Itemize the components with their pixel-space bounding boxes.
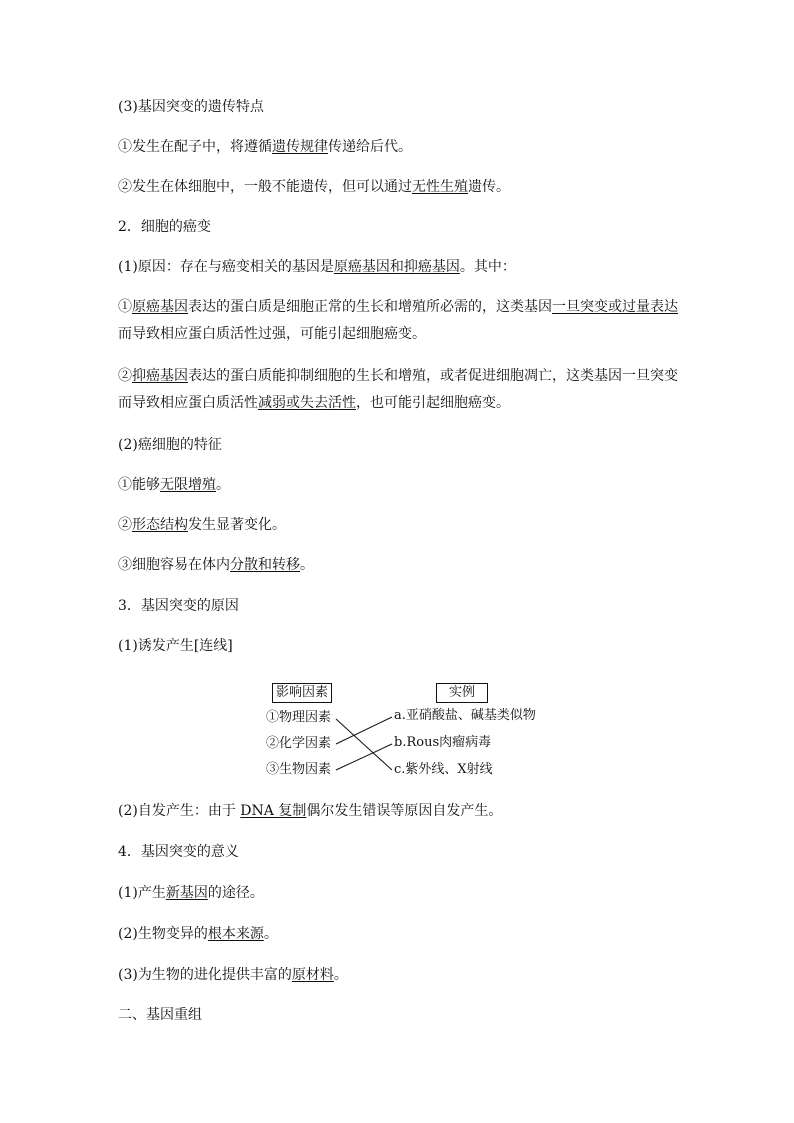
line-10 <box>118 436 222 454</box>
text: (1)诱发产生[连线] <box>118 638 233 654</box>
text: 。 <box>216 477 230 493</box>
text: ① <box>118 299 132 315</box>
text: (2)癌细胞的特征 <box>118 437 222 453</box>
heading-genetic-traits: (3)基因突变的遗传特点 <box>118 99 264 115</box>
text: 。其中： <box>459 259 516 275</box>
matching-diagram <box>262 680 542 780</box>
right-item-b: b.Rous肉瘤病毒 <box>394 735 492 750</box>
answer-blank: 原癌基因和抑癌基因 <box>333 259 460 275</box>
connector-lines <box>262 680 542 780</box>
section-heading: 二、基因重组 <box>118 1007 202 1023</box>
text: 发生显著变化。 <box>188 517 286 533</box>
text: ② <box>118 368 132 384</box>
line-11 <box>118 476 230 494</box>
text: ② <box>118 517 132 533</box>
answer-blank: 抑癌基因 <box>132 368 188 384</box>
text: (1)原因：存在与癌变相关的基因是 <box>118 259 334 275</box>
answer-blank: 根本来源 <box>207 926 264 942</box>
line-12 <box>118 516 286 534</box>
right-header-box: 实例 <box>436 683 488 703</box>
line-1 <box>118 98 264 116</box>
line-21 <box>118 1006 202 1024</box>
line-5 <box>118 258 516 276</box>
answer-blank: 一旦突变或过量表达 <box>552 299 678 315</box>
section-heading: 4．基因突变的意义 <box>118 844 239 860</box>
connector-1-c <box>336 719 392 770</box>
line-19 <box>118 925 278 943</box>
line-8 <box>118 367 678 385</box>
left-item-2: ②化学因素 <box>266 736 332 751</box>
answer-blank: 形态结构 <box>132 517 188 533</box>
section-heading: 2．细胞的癌变 <box>118 219 211 235</box>
text: ，也可能引起细胞癌变。 <box>356 395 510 411</box>
answer-blank: 无限增殖 <box>160 477 216 493</box>
text: 传递给后代。 <box>328 139 412 155</box>
text: (1)产生 <box>118 885 166 901</box>
text: 而导致相应蛋白质活性 <box>118 395 258 411</box>
line-14 <box>118 597 239 615</box>
line-6 <box>118 298 678 316</box>
text: (3)为生物的进化提供丰富的 <box>118 967 292 983</box>
connector-3-b <box>336 744 392 770</box>
text: 而导致相应蛋白质活性过强，可能引起细胞癌变。 <box>118 326 426 342</box>
text: (2)自发产生：由于 <box>118 803 241 819</box>
left-item-3: ③生物因素 <box>266 762 332 777</box>
answer-blank: 分散和转移 <box>230 557 300 573</box>
answer-blank: 无性生殖 <box>412 179 468 195</box>
text: ①能够 <box>118 477 160 493</box>
text: 偶尔发生错误等原因自发产生。 <box>306 803 503 819</box>
text: 遗传。 <box>468 179 510 195</box>
answer-blank: 原癌基因 <box>132 299 188 315</box>
line-13 <box>118 556 314 574</box>
right-item-a: a.亚硝酸盐、碱基类似物 <box>394 708 536 723</box>
left-header-box: 影响因素 <box>272 683 332 703</box>
line-20 <box>118 966 348 984</box>
text: ③细胞容易在体内 <box>118 557 230 573</box>
line-2 <box>118 138 412 156</box>
line-17 <box>118 843 239 861</box>
line-9 <box>118 394 510 412</box>
line-15 <box>118 637 233 655</box>
line-16 <box>118 802 502 820</box>
text: ①发生在配子中，将遵循 <box>118 139 272 155</box>
text: ②发生在体细胞中，一般不能遗传，但可以通过 <box>118 179 412 195</box>
text: 。 <box>263 926 278 942</box>
answer-blank: 减弱或失去活性 <box>258 395 356 411</box>
text: (2)生物变异的 <box>118 926 208 942</box>
text: 表达的蛋白质是细胞正常的生长和增殖所必需的，这类基因 <box>188 299 552 315</box>
answer-blank: 遗传规律 <box>272 139 328 155</box>
right-item-c: c.紫外线、X射线 <box>394 762 493 777</box>
text: 。 <box>333 967 348 983</box>
answer-blank: 新基因 <box>165 885 208 901</box>
text: 表达的蛋白质能抑制细胞的生长和增殖，或者促进细胞凋亡，这类基因一旦突变 <box>188 368 678 384</box>
section-heading: 3．基因突变的原因 <box>118 598 239 614</box>
connector-2-a <box>336 717 392 744</box>
line-7 <box>118 325 426 343</box>
text: 的途径。 <box>207 885 264 901</box>
answer-blank: DNA 复制 <box>240 803 307 819</box>
line-4 <box>118 218 211 236</box>
line-3 <box>118 178 510 196</box>
answer-blank: 原材料 <box>291 967 334 983</box>
text: 。 <box>300 557 314 573</box>
line-18 <box>118 884 264 902</box>
left-item-1: ①物理因素 <box>266 710 332 725</box>
